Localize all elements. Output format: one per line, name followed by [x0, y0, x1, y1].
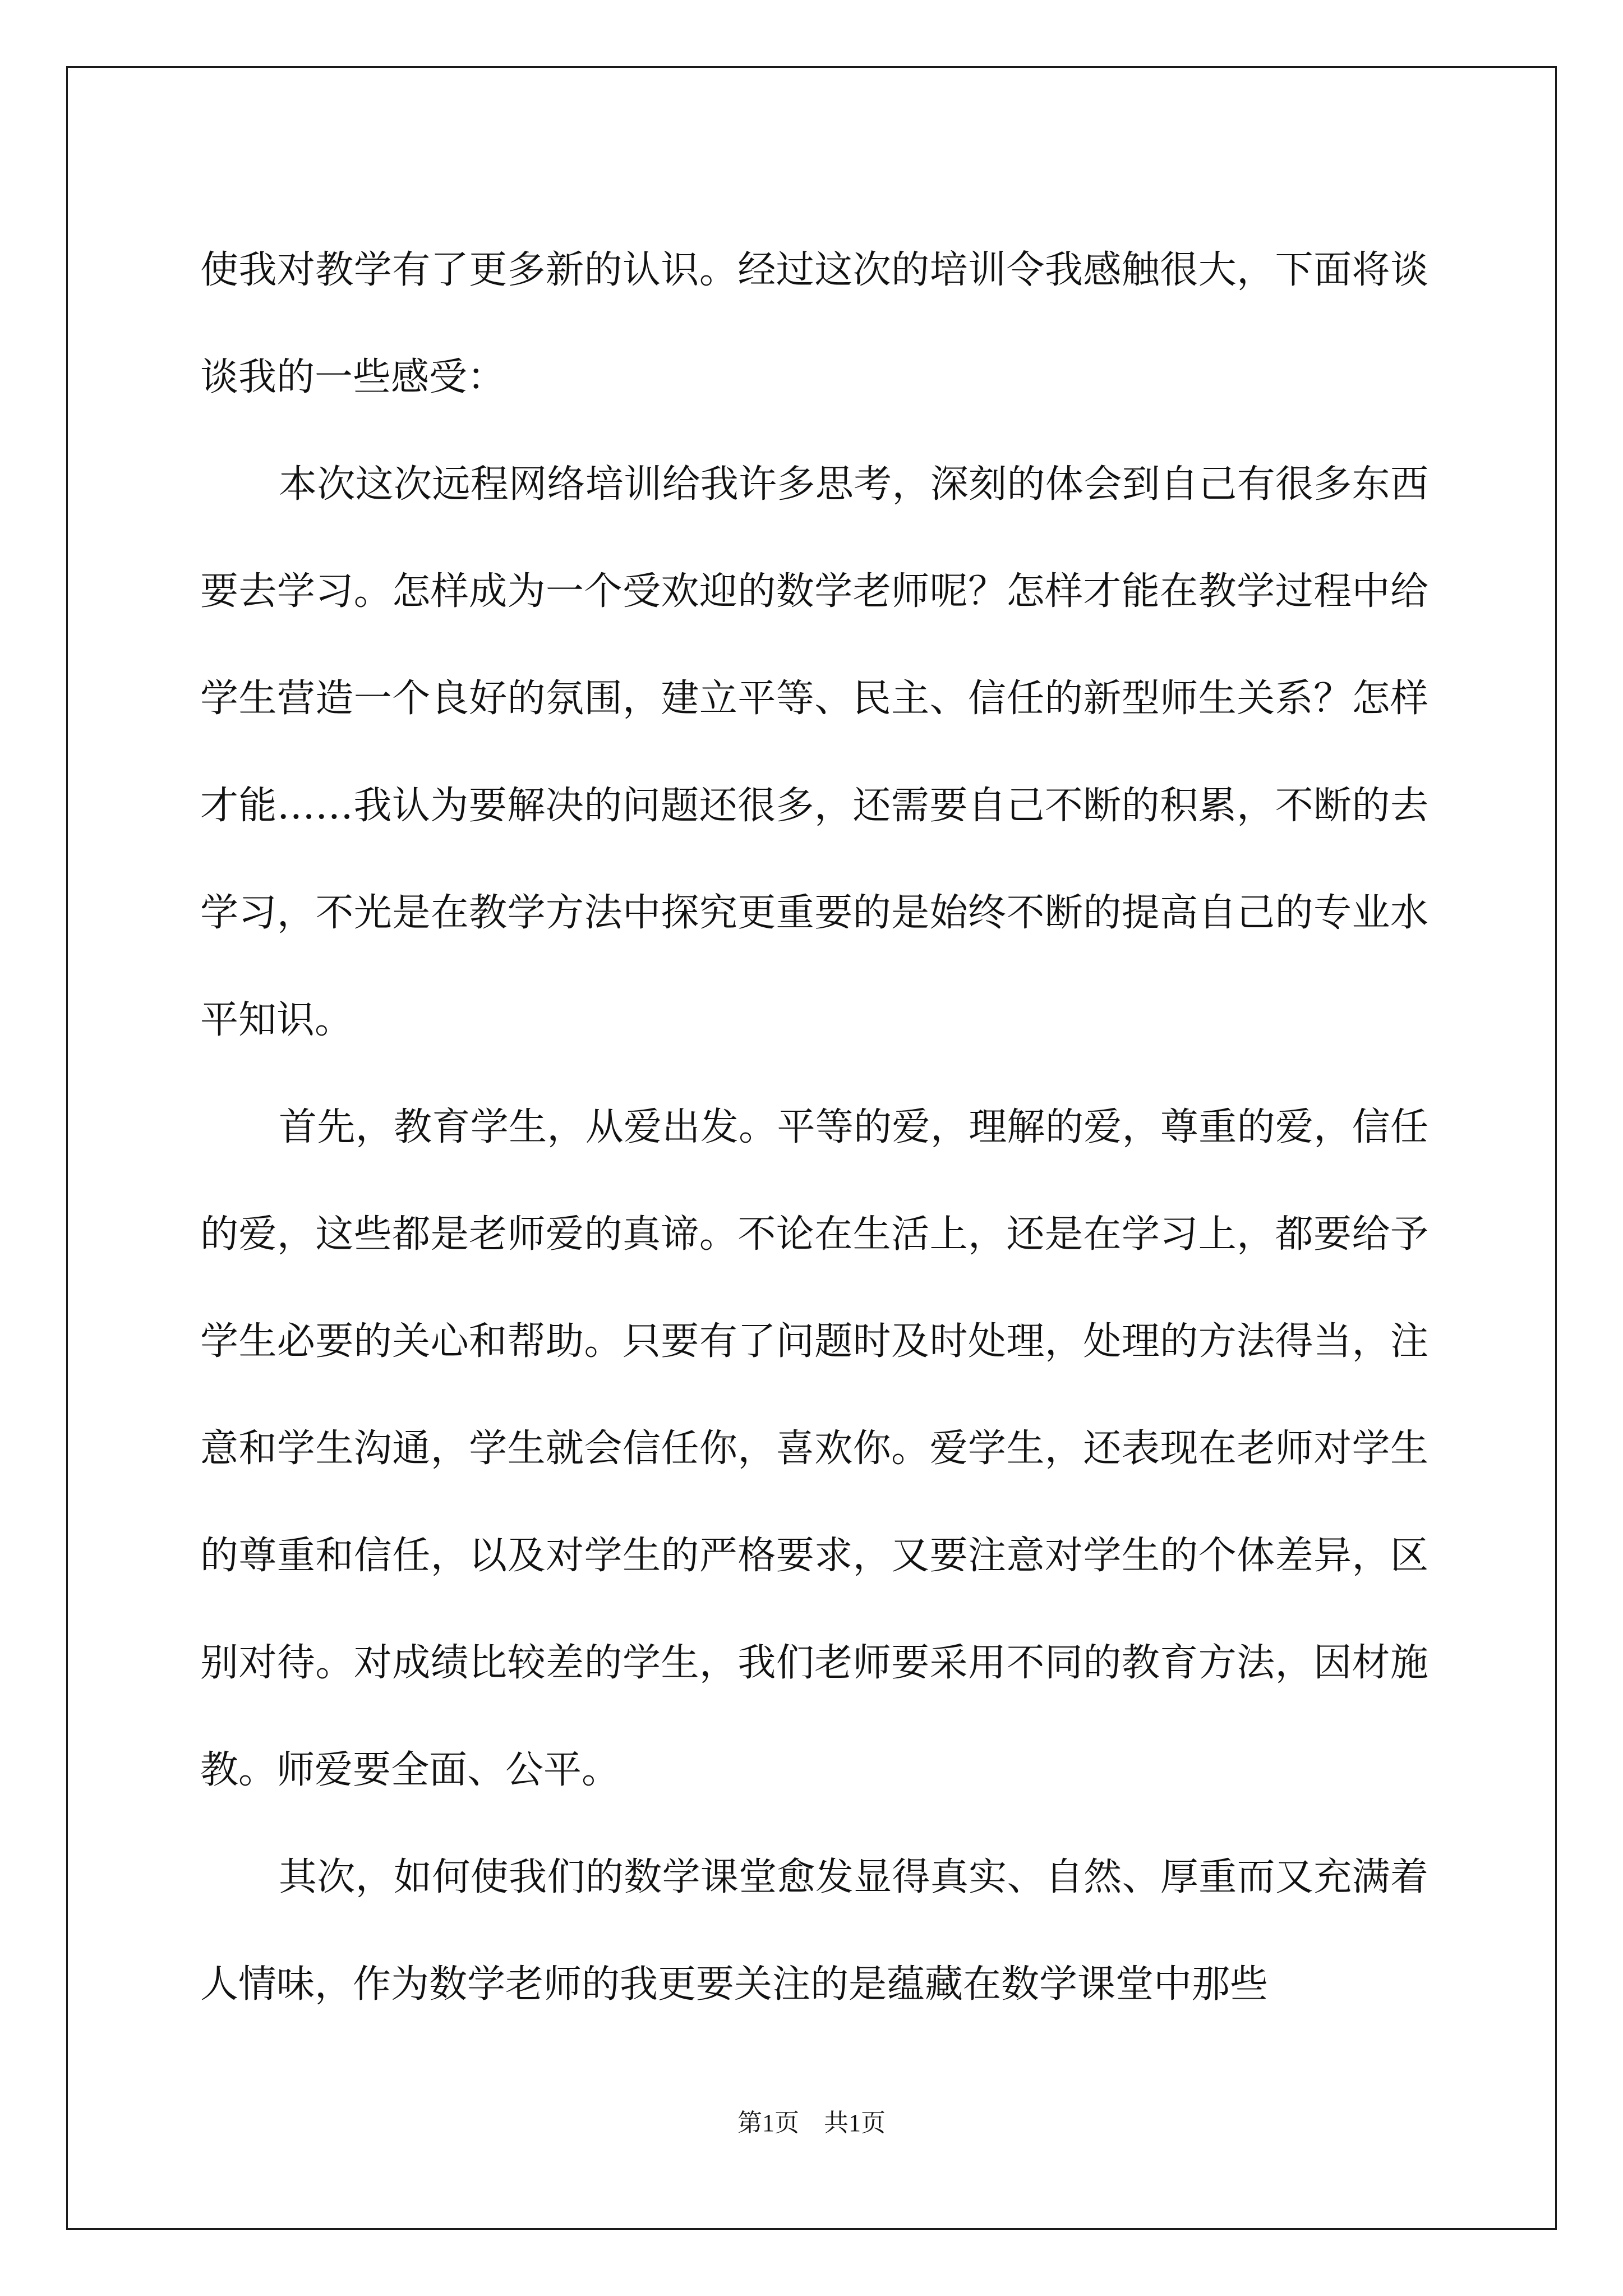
page-number-footer: 第1页 共1页 — [737, 2109, 886, 2137]
paragraph-1: 使我对教学有了更多新的认识。经过这次的培训令我感触很大，下面将谈谈我的一些感受： — [200, 248, 1428, 399]
document-body — [200, 217, 1428, 2038]
paragraph-4: 其次，如何使我们的数学课堂愈发显得真实、自然、厚重而又充满着人情味，作为数学老师的我更要关注的是蕴藏在数学课堂中那些 — [200, 1855, 1428, 2007]
paragraph-2: 本次这次远程网络培训给我许多思考，深刻的体会到自己有很多东西要去学习。怎样成为一个受欢迎的数学老师呢？怎样才能在教学过程中给学生营造一个良好的氛围，建立平等、民主、信任的新型师生关系？怎样才能……我认为要解决的问题还很多，还需要自己不断的积累，不断的去学习，不光是在教学方法中探究更重要的是始终不断的提高自己的专业水平知识。 — [200, 462, 1428, 1042]
paragraph-3: 首先，教育学生，从爱出发。平等的爱，理解的爱，尊重的爱，信任的爱，这些都是老师爱的真谛。不论在生活上，还是在学习上，都要给予学生必要的关心和帮助。只要有了问题时及时处理，处理的方法得当，注意和学生沟通，学生就会信任你，喜欢你。爱学生，还表现在老师对学生的尊重和信任，以及对学生的严格要求，又要注意对学生的个体差异，区别对待。对成绩比较差的学生，我们老师要采用不同的教育方法，因材施教。师爱要全面、公平。 — [200, 1105, 1428, 1792]
